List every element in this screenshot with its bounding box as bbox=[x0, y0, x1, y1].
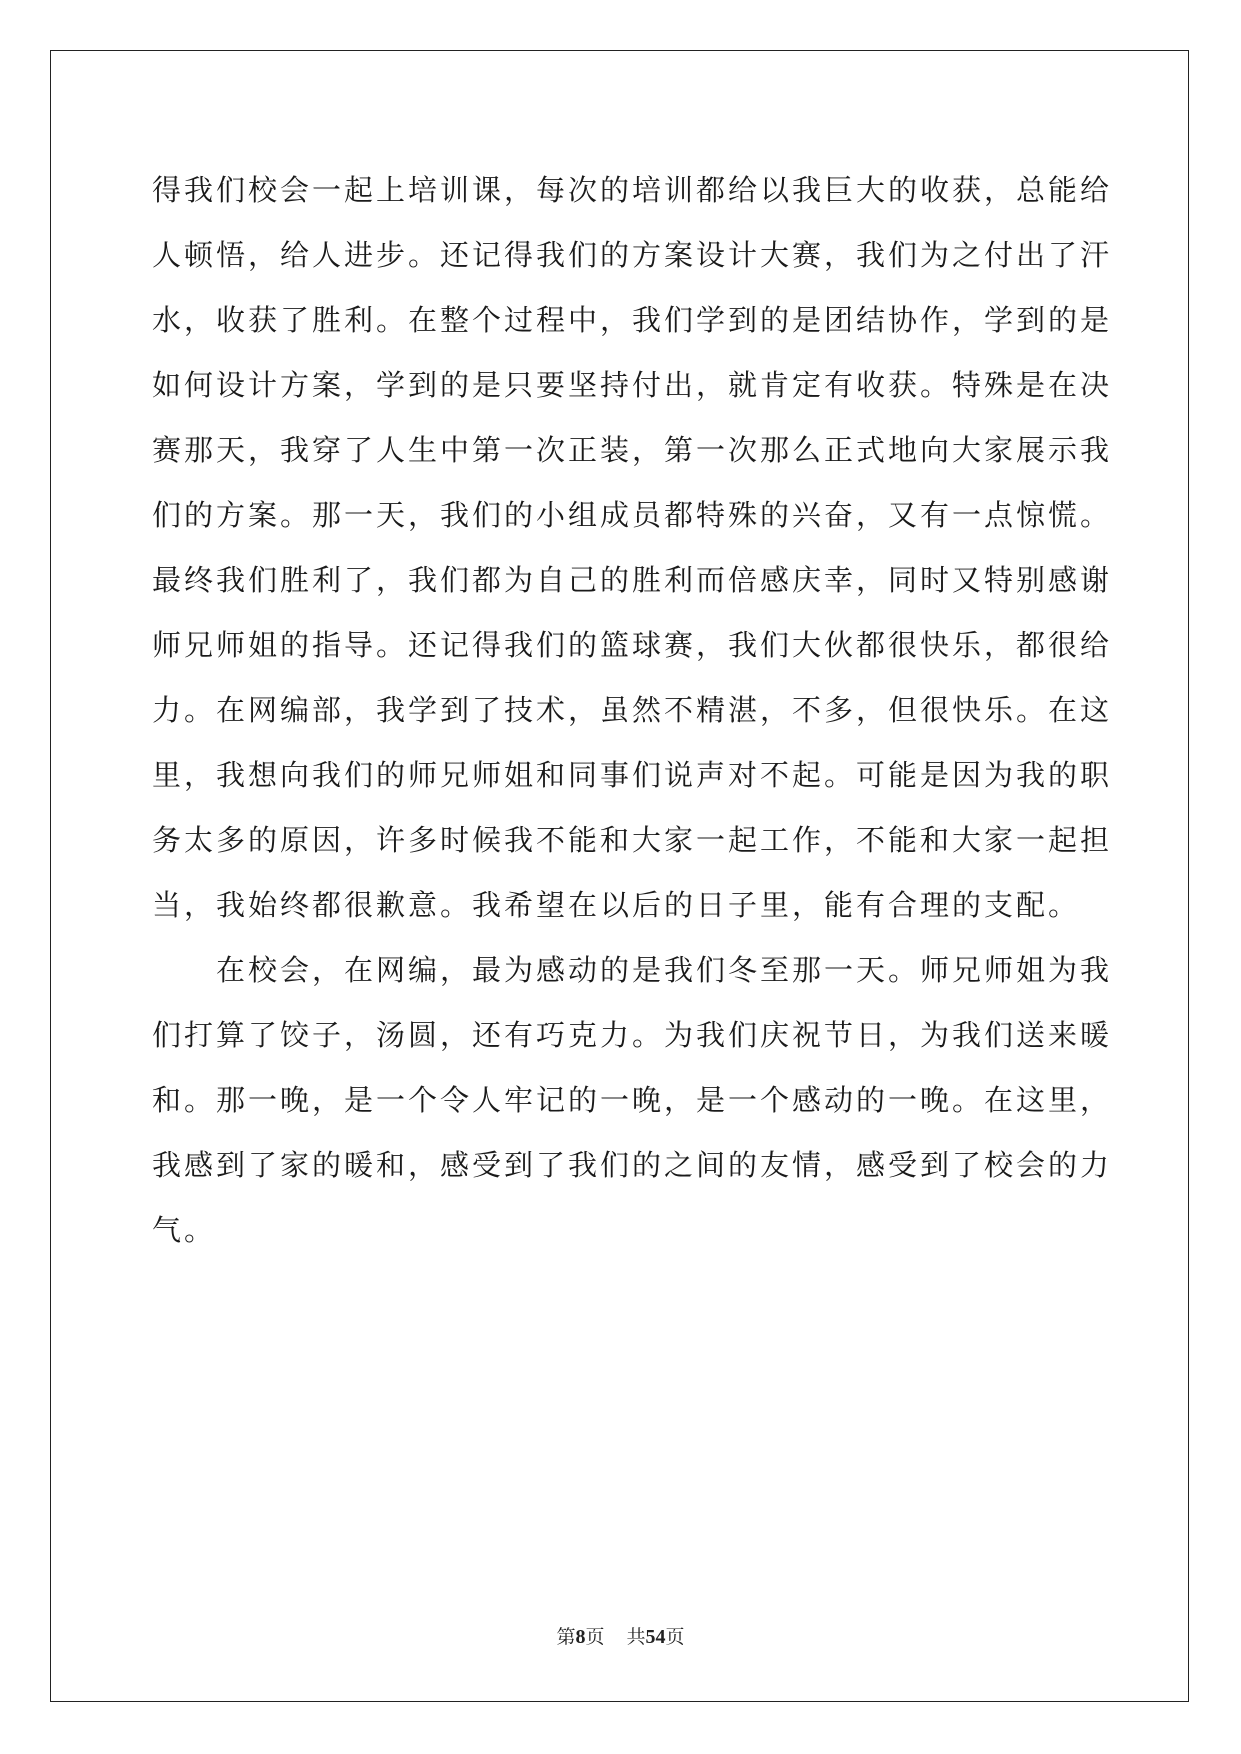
body-line: 和。那一晚，是一个令人牢记的一晚，是一个感动的一晚。在这里， bbox=[152, 1083, 1113, 1117]
page-suffix: 页 bbox=[585, 1627, 605, 1648]
body-line: 赛那天，我穿了人生中第一次正装，第一次那么正式地向大家展示我 bbox=[152, 433, 1113, 467]
body-line: 力。在网编部，我学到了技术，虽然不精湛，不多，但很快乐。在这 bbox=[152, 693, 1113, 727]
body-line: 气。 bbox=[152, 1213, 217, 1247]
total-prefix: 共 bbox=[626, 1627, 646, 1648]
body-line: 当，我始终都很歉意。我希望在以后的日子里，能有合理的支配。 bbox=[152, 888, 1081, 922]
body-line: 得我们校会一起上培训课，每次的培训都给以我巨大的收获，总能给 bbox=[152, 173, 1113, 207]
body-line: 我感到了家的暖和，感受到了我们的之间的友情，感受到了校会的力 bbox=[152, 1148, 1113, 1182]
body-line: 人顿悟，给人进步。还记得我们的方案设计大赛，我们为之付出了汗 bbox=[152, 238, 1113, 272]
body-line: 最终我们胜利了，我们都为自己的胜利而倍感庆幸，同时又特别感谢 bbox=[152, 563, 1113, 597]
total-suffix: 页 bbox=[665, 1627, 685, 1648]
body-line: 们打算了饺子，汤圆，还有巧克力。为我们庆祝节日，为我们送来暖 bbox=[152, 1018, 1113, 1052]
body-line: 里，我想向我们的师兄师姐和同事们说声对不起。可能是因为我的职 bbox=[152, 758, 1113, 792]
document-body bbox=[152, 158, 1113, 1263]
page-prefix: 第 bbox=[556, 1627, 576, 1648]
total-pages: 54 bbox=[645, 1626, 666, 1648]
body-line: 如何设计方案，学到的是只要坚持付出，就肯定有收获。特殊是在决 bbox=[152, 368, 1113, 402]
paragraph-first-line: 在校会，在网编，最为感动的是我们冬至那一天。师兄师姐为我 bbox=[216, 953, 1113, 987]
page-footer bbox=[0, 1622, 1241, 1649]
body-line: 们的方案。那一天，我们的小组成员都特殊的兴奋，又有一点惊慌。 bbox=[152, 498, 1113, 532]
body-line: 水，收获了胜利。在整个过程中，我们学到的是团结协作，学到的是 bbox=[152, 303, 1113, 337]
page-number: 8 bbox=[575, 1626, 586, 1648]
body-line: 师兄师姐的指导。还记得我们的篮球赛，我们大伙都很快乐，都很给 bbox=[152, 628, 1113, 662]
body-line: 务太多的原因，许多时候我不能和大家一起工作，不能和大家一起担 bbox=[152, 823, 1113, 857]
